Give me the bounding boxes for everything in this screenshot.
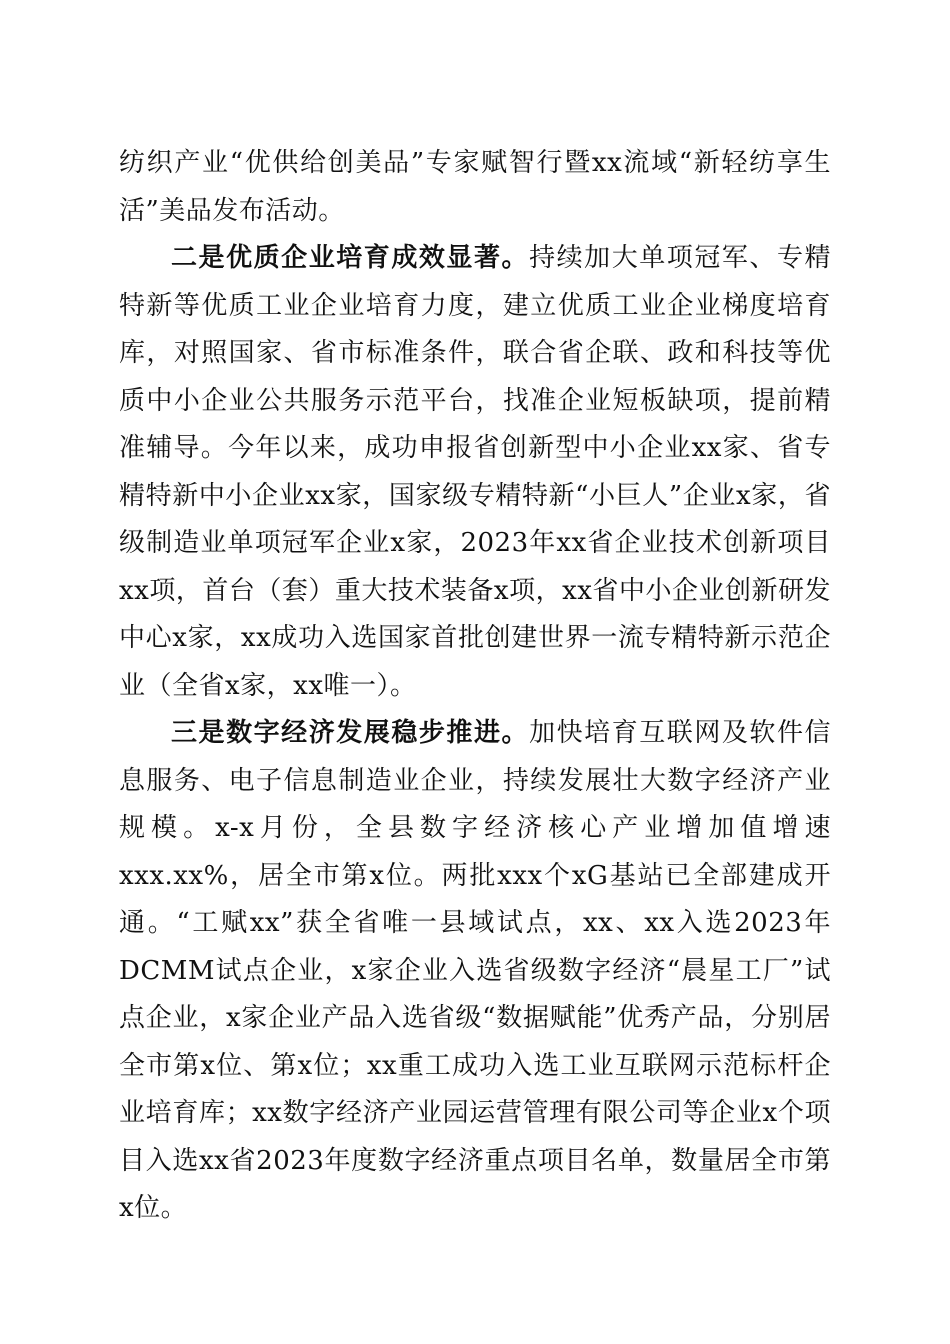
paragraph-quality-enterprises — [119, 235, 831, 710]
paragraph-lead-heading: 三是数字经济发展稳步推进。 — [171, 718, 530, 748]
paragraph-continuation — [119, 140, 831, 235]
paragraph-text: 加快培育互联网及软件信息服务、电子信息制造业企业，持续发展壮大数字经济产业规模。x-x月份，全县数字经济核心产业增加值增速xxx.xx%，居全市第x位。两批xxx个xG基站已全部建成开通。“工赋xx”获全省唯一县域试点，xx、xx入选2023年DCMM试点企业，x家企业入选省级数字经济“晨星工厂”试点企业，x家企业产品入选省级“数据赋能”优秀产品，分别居全市第x位、第x位；xx重工成功入选工业互联网示范标杆企业培育库；xx数字经济产业园运营管理有限公司等企业x个项目入选xx省2023年度数字经济重点项目名单，数量居全市第x位。 — [119, 718, 831, 1223]
paragraph-text: 持续加大单项冠军、专精特新等优质工业企业培育力度，建立优质工业企业梯度培育库，对照国家、省市标准条件，联合省企联、政和科技等优质中小企业公共服务示范平台，找准企业短板缺项，提前精准辅导。今年以来，成功申报省创新型中小企业xx家、省专精特新中小企业xx家，国家级专精特新“小巨人”企业x家，省级制造业单项冠军企业x家，2023年xx省企业技术创新项目xx项，首台（套）重大技术装备x项，xx省中小企业创新研发中心x家，xx成功入选国家首批创建世界一流专精特新示范企业（全省x家，xx唯一）。 — [119, 243, 831, 701]
paragraph-lead-heading: 二是优质企业培育成效显著。 — [171, 243, 530, 273]
document-body — [119, 140, 831, 1233]
paragraph-text: 纺织产业“优供给创美品”专家赋智行暨xx流域“新轻纺享生活”美品发布活动。 — [119, 148, 831, 226]
paragraph-digital-economy — [119, 710, 831, 1233]
